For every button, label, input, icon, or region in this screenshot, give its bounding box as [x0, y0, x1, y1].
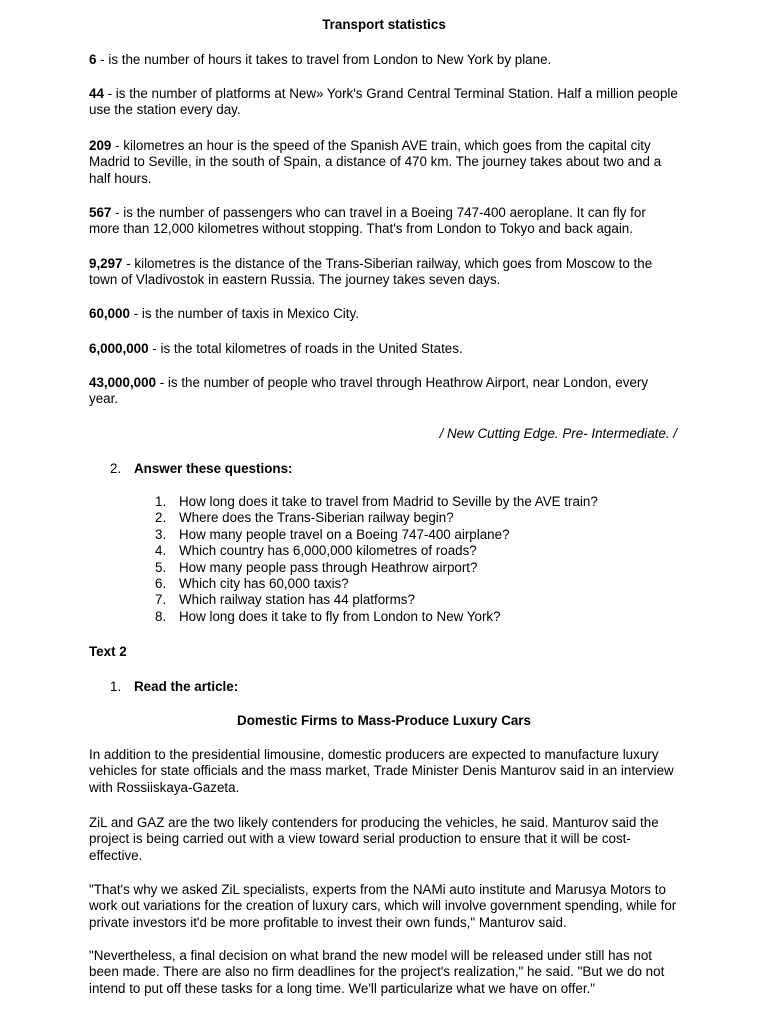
fact-number: 6 [89, 52, 97, 67]
page-title: Transport statistics [322, 17, 446, 32]
fact-text: - is the number of taxis in Mexico City. [129, 306, 359, 321]
list-item [155, 510, 598, 526]
source-citation: / New Cutting Edge. Pre- Intermediate. / [439, 426, 677, 441]
section-heading: Text 2 [89, 644, 127, 659]
question-number: 7. [155, 592, 167, 608]
question-text: Which city has 60,000 taxis? [179, 575, 349, 591]
article-paragraph: "Nevertheless, a final decision on what brand the new model will be released under still has not been made. There are also no firm deadlines for the project's realization," he said. "But we do not intend to put off these tasks for a long time. We'll particularize what we have on offer." [89, 948, 665, 996]
fact-paragraph [89, 138, 679, 187]
task-number: 2. [110, 461, 122, 476]
fact-number: 9,297 [89, 256, 123, 271]
fact-number: 6,000,000 [89, 341, 149, 356]
question-text: How many people travel on a Boeing 747-400 airplane? [179, 526, 510, 542]
fact-text: - is the number of passengers who can travel in a Boeing 747-400 aeroplane. It can fly for more than 12,000 kilometres without stopping. That's from London to Tokyo and back again. [89, 205, 646, 237]
question-number: 1. [155, 494, 167, 509]
fact-number: 209 [89, 138, 112, 153]
task-heading [110, 461, 293, 477]
list-item [155, 494, 598, 510]
fact-text: - kilometres an hour is the speed of the Spanish AVE train, which goes from the capital city Madrid to Seville, in the south of Spain, a distance of 470 km. The journey takes about two and a half hours. [89, 138, 662, 186]
fact-text: - is the number of platforms at New» York's Grand Central Terminal Station. Half a million people use the station every day. [89, 86, 678, 118]
fact-paragraph [89, 256, 679, 289]
question-number: 6. [155, 575, 167, 591]
fact-number: 60,000 [89, 306, 130, 321]
question-number: 2. [155, 510, 167, 526]
fact-text: - is the number of people who travel through Heathrow Airport, near London, every year. [89, 375, 649, 407]
list-item [155, 592, 598, 608]
article-paragraph: "That's why we asked ZiL specialists, experts from the NAMi auto institute and Marusya Motors to work out variations for the creation of luxury cars, which will involve government spending, while for private investors it'd be more profitable to invest their own funds," Manturov said. [89, 882, 677, 930]
fact-text: - kilometres is the distance of the Trans-Siberian railway, which goes from Moscow to the town of Vladivostok in eastern Russia. The journey takes seven days. [89, 256, 653, 288]
fact-paragraph [89, 86, 679, 119]
fact-paragraph [89, 52, 679, 68]
task-number: 1. [110, 679, 122, 694]
list-item [155, 560, 598, 576]
fact-number: 44 [89, 86, 104, 101]
fact-number: 43,000,000 [89, 375, 157, 390]
question-text: How long does it take to travel from Madrid to Seville by the AVE train? [179, 494, 598, 509]
question-number: 4. [155, 543, 167, 559]
question-text: How long does it take to fly from London to New York? [179, 608, 501, 624]
question-list [155, 494, 598, 625]
article-title: Domestic Firms to Mass-Produce Luxury Cars [237, 713, 531, 728]
task-label: Answer these questions: [134, 461, 293, 476]
task-heading [110, 679, 238, 695]
question-text: Where does the Trans-Siberian railway begin? [179, 510, 454, 526]
question-number: 8. [155, 608, 167, 624]
fact-text: - is the total kilometres of roads in the United States. [148, 341, 463, 356]
list-item [155, 527, 598, 543]
task-label: Read the article: [134, 679, 239, 694]
article-paragraph: In addition to the presidential limousine, domestic producers are expected to manufacture luxury vehicles for state officials and the mass market, Trade Minister Denis Manturov said in an interview with Rossiiskaya-Gazeta. [89, 747, 674, 795]
fact-paragraph [89, 205, 679, 238]
question-text: Which country has 6,000,000 kilometres of roads? [179, 543, 477, 559]
fact-paragraph [89, 375, 679, 408]
fact-text: - is the number of hours it takes to travel from London to New York by plane. [96, 52, 552, 67]
question-text: How many people pass through Heathrow airport? [179, 559, 478, 575]
article-paragraph: ZiL and GAZ are the two likely contenders for producing the vehicles, he said. Manturov said the project is being carried out with a view toward serial production to ensure that it will be cost-effective. [89, 815, 659, 863]
list-item [155, 576, 598, 592]
question-number: 5. [155, 559, 167, 575]
question-number: 3. [155, 526, 167, 542]
question-text: Which railway station has 44 platforms? [179, 592, 415, 608]
list-item [155, 609, 598, 625]
fact-paragraph [89, 341, 679, 357]
list-item [155, 543, 598, 559]
fact-number: 567 [89, 205, 112, 220]
fact-paragraph [89, 306, 679, 322]
